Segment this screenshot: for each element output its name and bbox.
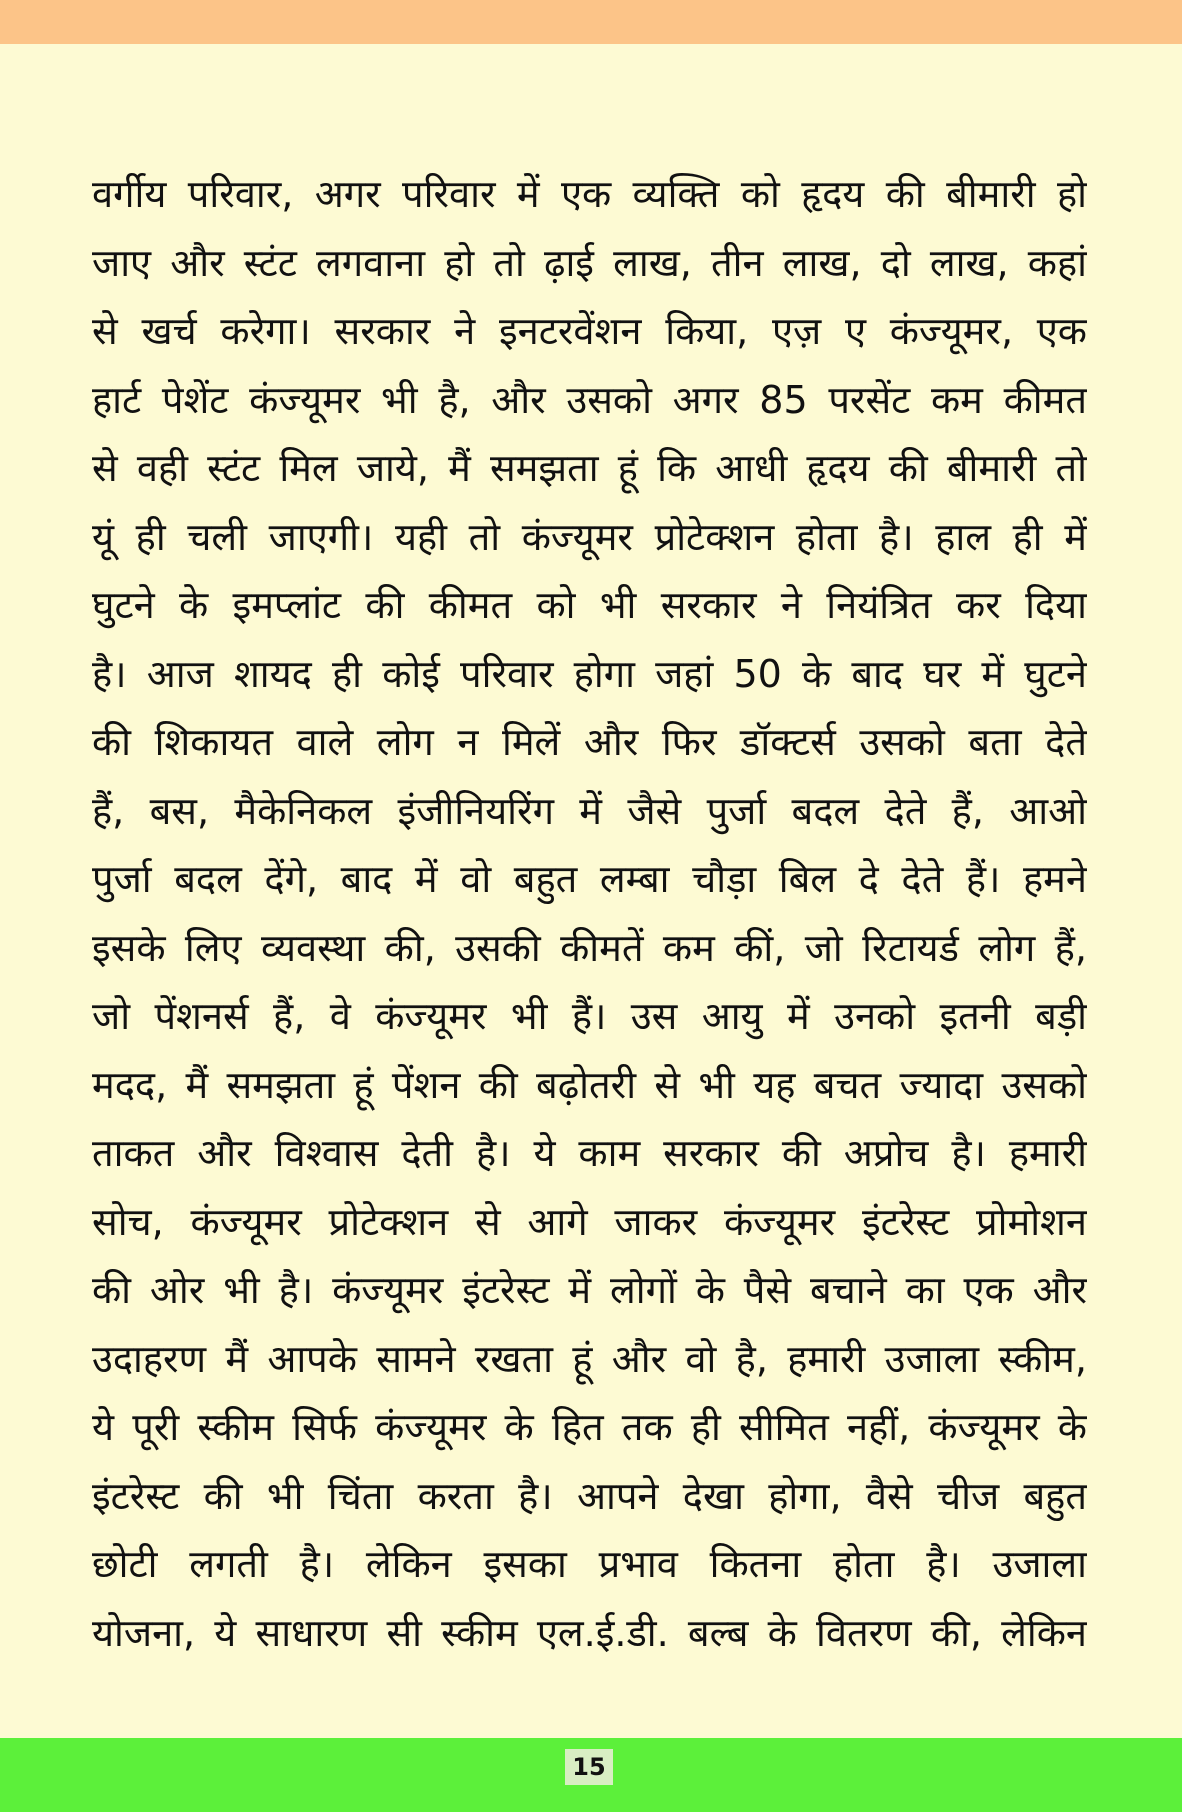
text-line: से खर्च करेगा। सरकार ने इनटरवेंशन किया, एज़ ए कंज्यूमर, एक: [92, 309, 1087, 353]
top-color-band: [0, 0, 1182, 44]
text-line: वर्गीय परिवार, अगर परिवार में एक व्यक्ति को हृदय की बीमारी हो: [92, 172, 1087, 216]
text-line: की शिकायत वाले लोग न मिलें और फिर डॉक्टर्स उसको बता देते: [92, 720, 1087, 764]
text-line: हार्ट पेशेंट कंज्यूमर भी है, और उसको अगर 85 परसेंट कम कीमत: [92, 377, 1087, 422]
page-body-text: [92, 160, 1087, 1667]
text-line: से वही स्टंट मिल जाये, मैं समझता हूं कि आधी हृदय की बीमारी तो: [92, 446, 1087, 490]
text-line: जाए और स्टंट लगवाना हो तो ढ़ाई लाख, तीन लाख, दो लाख, कहां: [92, 240, 1087, 285]
text-line: उदाहरण मैं आपके सामने रखता हूं और वो है, हमारी उजाला स्कीम,: [92, 1336, 1087, 1381]
text-line: यूं ही चली जाएगी। यही तो कंज्यूमर प्रोटेक्शन होता है। हाल ही में: [92, 514, 1087, 559]
text-line: ताकत और विश्वास देती है। ये काम सरकार की अप्रोच है। हमारी: [92, 1131, 1087, 1175]
page-number: 15: [565, 1749, 613, 1785]
text-line: छोटी लगती है। लेकिन इसका प्रभाव कितना होता है। उजाला: [92, 1542, 1087, 1586]
text-line: की ओर भी है। कंज्यूमर इंटरेस्ट में लोगों के पैसे बचाने का एक और: [92, 1268, 1087, 1312]
text-line: हैं, बस, मैकेनिकल इंजीनियरिंग में जैसे पुर्जा बदल देते हैं, आओ: [92, 788, 1087, 833]
text-line: इंटरेस्ट की भी चिंता करता है। आपने देखा होगा, वैसे चीज बहुत: [92, 1473, 1087, 1518]
text-line: ये पूरी स्कीम सिर्फ कंज्यूमर के हित तक ही सीमित नहीं, कंज्यूमर के: [92, 1405, 1087, 1449]
text-line: सोच, कंज्यूमर प्रोटेक्शन से आगे जाकर कंज्यूमर इंटरेस्ट प्रोमोशन: [92, 1199, 1087, 1244]
text-line: योजना, ये साधारण सी स्कीम एल.ई.डी. बल्ब के वितरण की, लेकिन: [92, 1610, 1087, 1655]
text-line: जो पेंशनर्स हैं, वे कंज्यूमर भी हैं। उस आयु में उनको इतनी बड़ी: [92, 994, 1087, 1038]
text-line: घुटने के इमप्लांट की कीमत को भी सरकार ने नियंत्रित कर दिया: [92, 583, 1087, 627]
text-line: है। आज शायद ही कोई परिवार होगा जहां 50 के बाद घर में घुटने: [92, 651, 1087, 696]
text-line: मदद, मैं समझता हूं पेंशन की बढ़ोतरी से भी यह बचत ज्यादा उसको: [92, 1062, 1087, 1107]
text-line: इसके लिए व्यवस्था की, उसकी कीमतें कम कीं, जो रिटायर्ड लोग हैं,: [92, 925, 1087, 970]
text-line: पुर्जा बदल देंगे, बाद में वो बहुत लम्बा चौड़ा बिल दे देते हैं। हमने: [92, 857, 1087, 901]
